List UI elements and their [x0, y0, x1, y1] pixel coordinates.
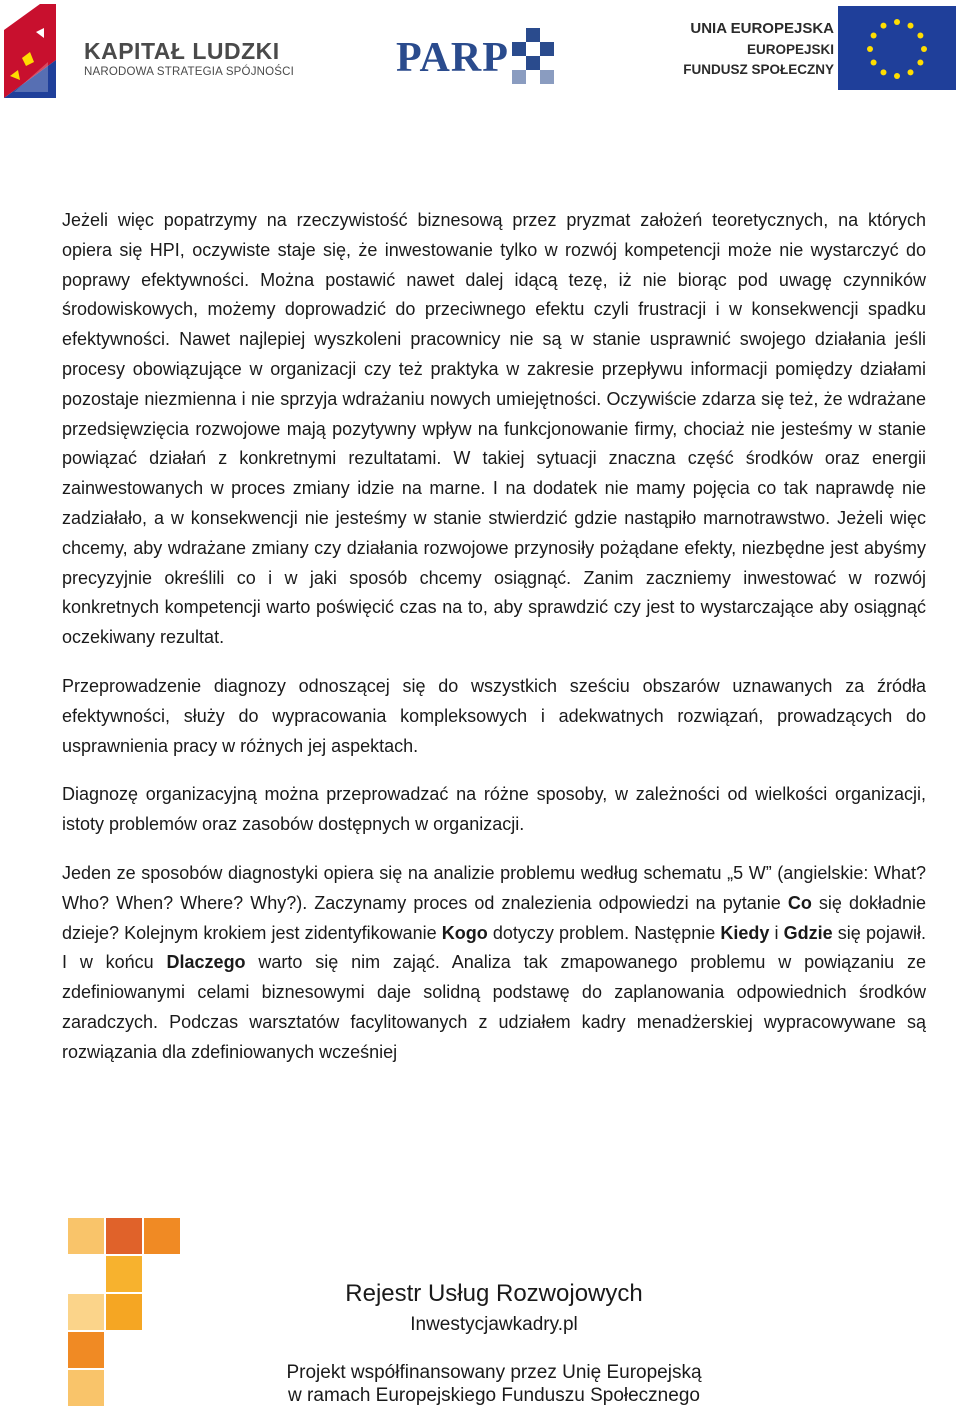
eu-fund-line1: EUROPEJSKI [746, 42, 834, 57]
eu-logo [658, 4, 960, 94]
parp-text: PARP [396, 35, 509, 81]
decor-square [144, 1218, 180, 1254]
parp-mark-icon [504, 28, 562, 90]
emphasis-word: Dlaczego [166, 952, 246, 973]
kapital-ludzki-title: KAPITAŁ LUDZKI [84, 38, 280, 64]
paragraph: Przeprowadzenie diagnozy odnoszącej się do wszystkich sześciu obszarów uznawanych za źródła efektywności, służy do wypracowania kompleksowych i adekwatnych rozwiązań, prowadzących do usprawnienia pracy w różnych jej aspektach. [62, 675, 926, 756]
paragraph: Jeżeli więc popatrzymy na rzeczywistość biznesową przez pryzmat założeń teoretycznych, na których opiera się HPI, oczywiste staje się, że inwestowanie tylko w rozwój kompetencji może nie wystarczyć do poprawy efektywności. Można postawić nawet dalej idącą tezę, iż nie biorąc pod uwagę czynników środowiskowych, możemy doprowadzić do przeciwnego efektu czyli frustracji i w konsekwencji spadku efektywności. Nawet najlepiej wyszkoleni pracownicy nie są w stanie usprawnić swojego działania jeśli procesy obowiązujące w organizacji czy też praktyka w zakresie przepływu informacji pomiędzy działami pozostaje niezmienna i nie sprzyja wdrażaniu nowych umiejętności. Oczywiście zdarza się też, że wdrażane przedsięwzięcia rozwojowe mają pozytywny wpływ na funkcjonowanie firmy, chociaż nie jesteśmy w stanie powiązać działań z konkretnymi rezultatami. W takiej sytuacji znaczna część środków oraz energii zainwestowanych w proces zmiany idzie na marne. I na dodatek nie mamy pojęcia co tak naprawdę nie zadziałało, a w konsekwencji nie jesteśmy w stanie stwierdzić gdzie nastąpiło marnotrawstwo. Jeżeli więc chcemy, aby wdrażane zmiany czy działania rozwojowe przynosiły pożądane efekty, niezbędne jest abyśmy precyzyjnie określili co i w jaki sposób chcemy osiągnąć. Zanim zaczniemy inwestować w rozwój konkretnych kompetencji warto poświęcić czas na to, aby sprawdzić czy jest to wystarczające aby osiągnąć oczekiwany rezultat. [62, 210, 926, 648]
document-body [62, 206, 926, 1087]
footer-cofinance-line2: w ramach Europejskiego Funduszu Społecznego [288, 1385, 700, 1406]
paragraph: Jeden ze sposobów diagnostyki opiera się na analizie problemu według schematu „5 W” (angielskie: What? Who? When? Where? Why?). Zaczynamy proces od znalezienia odpowiedzi na pytanie Co się dokładnie dzieje? Kolejnym krokiem jest zidentyfikowanie Kogo dotyczy problem. Następnie Kiedy i Gdzie się pojawił. I w końcu Dlaczego warto się nim zająć. Analiza tak zmapowanego problemu w powiązaniu ze zdefiniowanymi celami biznesowymi daje solidną podstawę do zaplanowania odpowiednich środków zaradczych. Podczas warsztatów facylitowanych z udziałem kadry menadżerskiej wypracowywane są rozwiązania dla zdefiniowanych wcześniej [62, 862, 927, 1062]
emphasis-word: Co [787, 892, 812, 913]
parp-logo [396, 28, 566, 90]
decor-square [68, 1218, 104, 1254]
eu-flag-icon [838, 6, 956, 90]
emphasis-word: Kiedy [720, 922, 770, 943]
footer-cofinance-line1: Projekt współfinansowany przez Unię Europejską [286, 1362, 702, 1383]
eu-fund-line2: FUNDUSZ SPOŁECZNY [683, 62, 834, 77]
kapital-ludzki-logo [0, 0, 300, 100]
eu-name: UNIA EUROPEJSKA [690, 20, 834, 37]
footer-url: Inwestycjawkadry.pl [410, 1314, 578, 1335]
decor-square [106, 1218, 142, 1254]
emphasis-word: Kogo [441, 922, 488, 943]
kapital-ludzki-emblem-icon [0, 0, 80, 100]
kapital-ludzki-subtitle: NARODOWA STRATEGIA SPÓJNOŚCI [84, 66, 295, 78]
emphasis-word: Gdzie [783, 922, 833, 943]
footer-title: Rejestr Usług Rozwojowych [345, 1280, 643, 1307]
paragraph: Diagnozę organizacyjną można przeprowadzać na różne sposoby, w zależności od wielkości organizacji, istoty problemów oraz zasobów dostępnych w organizacji. [62, 784, 926, 835]
